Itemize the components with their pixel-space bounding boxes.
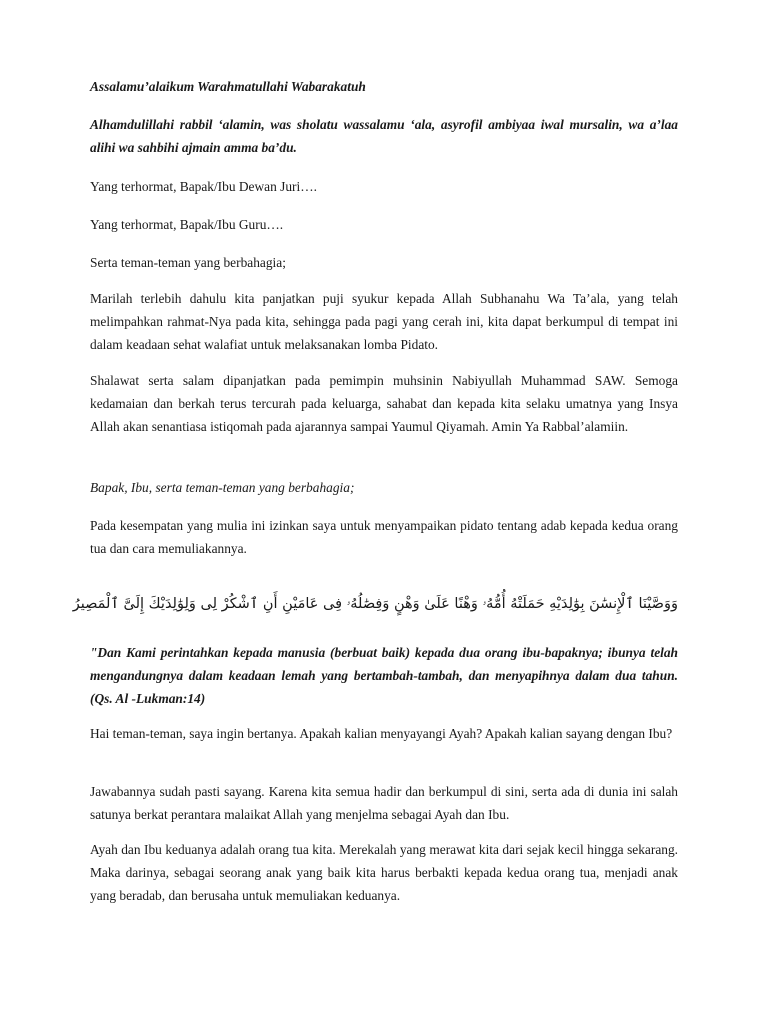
greeting-teman: Serta teman-teman yang berbahagia; [90, 255, 286, 270]
address-italic: Bapak, Ibu, serta teman-teman yang berbahagia; [90, 480, 355, 495]
opening-paragraph: Alhamdulillahi rabbil ‘alamin, was sholatu wassalamu ‘ala, asyrofil ambiyaa iwal mursalin, wa a’laa alihi wa sahbihi ajmain amma ba’du. [90, 117, 678, 155]
greeting-juri: Yang terhormat, Bapak/Ibu Dewan Juri…. [90, 179, 317, 194]
paragraph-jawab: Jawabannya sudah pasti sayang. Karena kita semua hadir dan berkumpul di sini, serta ada di dunia ini salah satunya berkat perantara malaikat Allah yang menjelma sebagai Ayah dan Ibu. [90, 784, 678, 822]
greeting-guru: Yang terhormat, Bapak/Ibu Guru…. [90, 217, 284, 232]
verse-translation: "Dan Kami perintahkan kepada manusia (berbuat baik) kepada dua orang ibu-bapaknya; ibunya telah mengandungnya dalam keadaan lemah yang bertambah-tambah, dan menyapihnya dalam dua tahun. (Qs. Al -Lukman:14) [90, 645, 678, 706]
paragraph-kesempatan: Pada kesempatan yang mulia ini izinkan saya untuk menyampaikan pidato tentang adab kepada kedua orang tua dan cara memuliakannya. [90, 518, 678, 556]
salam-heading: Assalamu’alaikum Warahmatullahi Wabarakatuh [90, 79, 366, 94]
paragraph-ayah-ibu: Ayah dan Ibu keduanya adalah orang tua kita. Merekalah yang merawat kita dari sejak kecil hingga sekarang. Maka darinya, sebagai seorang anak yang baik kita harus berbakti kepada kedua orang tua, menjadi anak yang beradab, dan berusaha untuk memuliakan keduanya. [90, 842, 678, 903]
paragraph-tanya: Hai teman-teman, saya ingin bertanya. Apakah kalian menyayangi Ayah? Apakah kalian sayang dengan Ibu? [90, 726, 673, 741]
quran-verse-arabic: وَوَصَّيْنَا ٱلْإِنسَٰنَ بِوَٰلِدَيْهِ حَمَلَتْهُ أُمُّهُۥ وَهْنًا عَلَىٰ وَهْنٍ وَفِصَٰلُهُۥ فِى عَامَيْنِ أَنِ ٱشْكُرْ لِى وَلِوَٰلِدَيْكَ إِلَىَّ ٱلْمَصِيرُ [72, 596, 678, 612]
paragraph-syukur: Marilah terlebih dahulu kita panjatkan puji syukur kepada Allah Subhanahu Wa Ta’ala, yang telah melimpahkan rahmat-Nya pada kita, sehingga pada pagi yang cerah ini, kita dapat berkumpul di tempat ini dalam keadaan sehat walafiat untuk melaksanakan lomba Pidato. [90, 291, 678, 352]
paragraph-shalawat: Shalawat serta salam dipanjatkan pada pemimpin muhsinin Nabiyullah Muhammad SAW. Semoga kedamaian dan berkah terus tercurah pada keluarga, sahabat dan kepada kita selaku umatnya yang Insya Allah akan senantiasa istiqomah pada ajarannya sampai Yaumul Qiyamah. Amin Ya Rabbal’alamiin. [90, 373, 678, 434]
